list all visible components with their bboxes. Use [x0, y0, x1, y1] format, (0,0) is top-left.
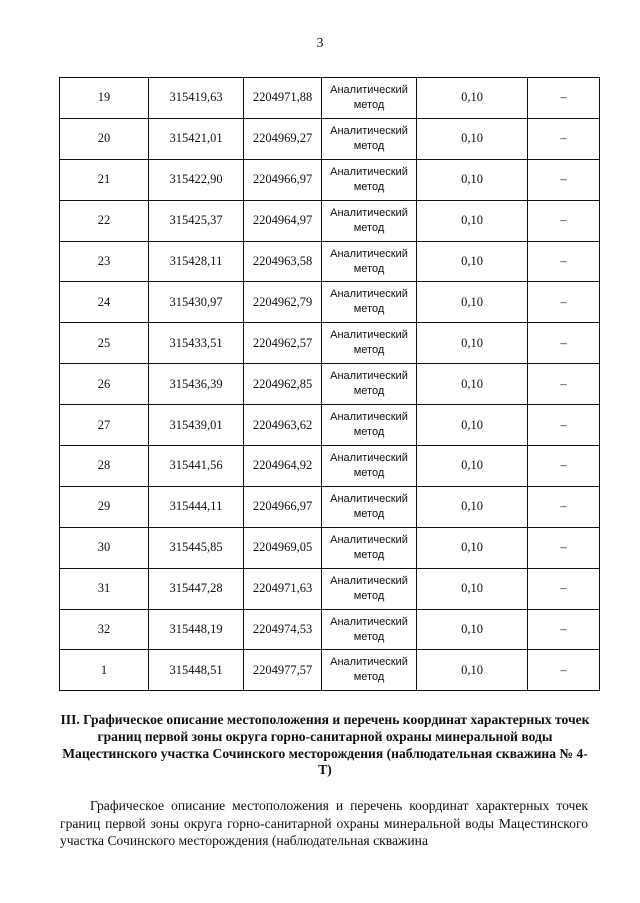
x-coordinate-cell: 315447,28: [149, 568, 244, 609]
note-cell: –: [528, 118, 600, 159]
table-row: [60, 323, 600, 364]
table-row: [60, 446, 600, 487]
coordinates-table: [59, 77, 600, 691]
y-coordinate-cell: 2204962,79: [244, 282, 322, 323]
y-coordinate-cell: 2204971,63: [244, 568, 322, 609]
x-coordinate-cell: 315428,11: [149, 241, 244, 282]
note-cell: –: [528, 282, 600, 323]
section-body-text: Графическое описание местоположения и перечень координат характерных точек границ первой зоны округа горно-санитарной охраны минеральной воды Мацестинского участка Сочинского месторождения (наблюдательная скважина: [60, 798, 588, 848]
method-cell: Аналитический метод: [322, 282, 417, 323]
y-coordinate-cell: 2204971,88: [244, 78, 322, 119]
y-coordinate-cell: 2204964,97: [244, 200, 322, 241]
y-coordinate-cell: 2204963,62: [244, 405, 322, 446]
table-row: [60, 159, 600, 200]
x-coordinate-cell: 315444,11: [149, 486, 244, 527]
table-row: [60, 200, 600, 241]
table-row: [60, 527, 600, 568]
error-cell: 0,10: [417, 118, 528, 159]
point-number-cell: 29: [60, 486, 149, 527]
point-number-cell: 24: [60, 282, 149, 323]
table-row: [60, 650, 600, 691]
error-cell: 0,10: [417, 200, 528, 241]
y-coordinate-cell: 2204962,57: [244, 323, 322, 364]
section-heading: III. Графическое описание местоположения и перечень координат характерных точек границ первой зоны округа горно-санитарной охраны минеральной воды Мацестинского участка Сочинского месторождения (наблюдательная скважина № 4-Т): [60, 712, 590, 778]
method-cell: Аналитический метод: [322, 159, 417, 200]
method-cell: Аналитический метод: [322, 118, 417, 159]
x-coordinate-cell: 315425,37: [149, 200, 244, 241]
note-cell: –: [528, 405, 600, 446]
method-cell: Аналитический метод: [322, 405, 417, 446]
point-number-cell: 25: [60, 323, 149, 364]
note-cell: –: [528, 446, 600, 487]
method-cell: Аналитический метод: [322, 78, 417, 119]
error-cell: 0,10: [417, 486, 528, 527]
x-coordinate-cell: 315422,90: [149, 159, 244, 200]
point-number-cell: 28: [60, 446, 149, 487]
y-coordinate-cell: 2204964,92: [244, 446, 322, 487]
y-coordinate-cell: 2204963,58: [244, 241, 322, 282]
note-cell: –: [528, 364, 600, 405]
method-cell: Аналитический метод: [322, 650, 417, 691]
method-cell: Аналитический метод: [322, 486, 417, 527]
note-cell: –: [528, 78, 600, 119]
y-coordinate-cell: 2204966,97: [244, 486, 322, 527]
method-cell: Аналитический метод: [322, 200, 417, 241]
point-number-cell: 21: [60, 159, 149, 200]
point-number-cell: 30: [60, 527, 149, 568]
point-number-cell: 22: [60, 200, 149, 241]
method-cell: Аналитический метод: [322, 364, 417, 405]
note-cell: –: [528, 609, 600, 650]
note-cell: –: [528, 486, 600, 527]
x-coordinate-cell: 315421,01: [149, 118, 244, 159]
note-cell: –: [528, 241, 600, 282]
x-coordinate-cell: 315448,19: [149, 609, 244, 650]
table-row: [60, 78, 600, 119]
note-cell: –: [528, 200, 600, 241]
note-cell: –: [528, 527, 600, 568]
point-number-cell: 31: [60, 568, 149, 609]
error-cell: 0,10: [417, 609, 528, 650]
point-number-cell: 32: [60, 609, 149, 650]
error-cell: 0,10: [417, 323, 528, 364]
method-cell: Аналитический метод: [322, 609, 417, 650]
coordinates-table-body: [60, 78, 600, 691]
error-cell: 0,10: [417, 446, 528, 487]
point-number-cell: 19: [60, 78, 149, 119]
point-number-cell: 27: [60, 405, 149, 446]
table-row: [60, 568, 600, 609]
x-coordinate-cell: 315419,63: [149, 78, 244, 119]
error-cell: 0,10: [417, 405, 528, 446]
y-coordinate-cell: 2204962,85: [244, 364, 322, 405]
note-cell: –: [528, 650, 600, 691]
method-cell: Аналитический метод: [322, 323, 417, 364]
method-cell: Аналитический метод: [322, 568, 417, 609]
x-coordinate-cell: 315430,97: [149, 282, 244, 323]
y-coordinate-cell: 2204969,27: [244, 118, 322, 159]
point-number-cell: 20: [60, 118, 149, 159]
method-cell: Аналитический метод: [322, 241, 417, 282]
x-coordinate-cell: 315436,39: [149, 364, 244, 405]
table-row: [60, 118, 600, 159]
table-row: [60, 405, 600, 446]
x-coordinate-cell: 315439,01: [149, 405, 244, 446]
method-cell: Аналитический метод: [322, 527, 417, 568]
x-coordinate-cell: 315448,51: [149, 650, 244, 691]
x-coordinate-cell: 315433,51: [149, 323, 244, 364]
error-cell: 0,10: [417, 568, 528, 609]
x-coordinate-cell: 315445,85: [149, 527, 244, 568]
note-cell: –: [528, 323, 600, 364]
error-cell: 0,10: [417, 650, 528, 691]
error-cell: 0,10: [417, 78, 528, 119]
error-cell: 0,10: [417, 364, 528, 405]
page-number: 3: [316, 36, 324, 51]
table-row: [60, 364, 600, 405]
table-row: [60, 241, 600, 282]
note-cell: –: [528, 568, 600, 609]
method-cell: Аналитический метод: [322, 446, 417, 487]
y-coordinate-cell: 2204974,53: [244, 609, 322, 650]
point-number-cell: 1: [60, 650, 149, 691]
error-cell: 0,10: [417, 282, 528, 323]
table-row: [60, 486, 600, 527]
point-number-cell: 26: [60, 364, 149, 405]
error-cell: 0,10: [417, 527, 528, 568]
y-coordinate-cell: 2204977,57: [244, 650, 322, 691]
point-number-cell: 23: [60, 241, 149, 282]
y-coordinate-cell: 2204966,97: [244, 159, 322, 200]
note-cell: –: [528, 159, 600, 200]
y-coordinate-cell: 2204969,05: [244, 527, 322, 568]
x-coordinate-cell: 315441,56: [149, 446, 244, 487]
table-row: [60, 609, 600, 650]
error-cell: 0,10: [417, 241, 528, 282]
error-cell: 0,10: [417, 159, 528, 200]
table-row: [60, 282, 600, 323]
